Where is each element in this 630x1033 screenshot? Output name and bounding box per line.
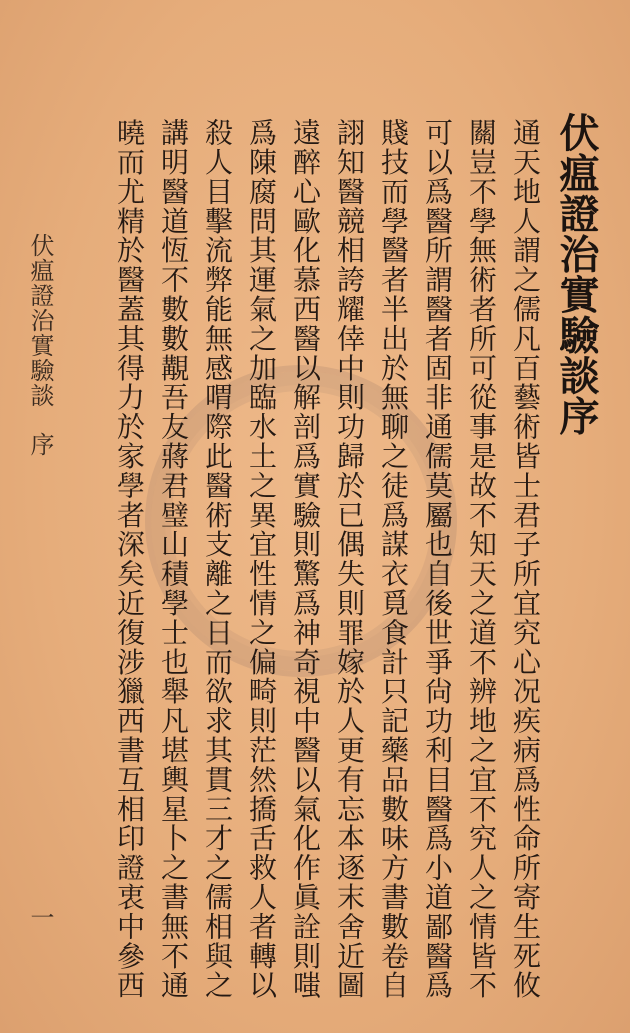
preface-title: 伏瘟證治實驗談序 [553,112,600,436]
text-column-4: 賤技而學醫者半出於無聊之徒爲謀衣覓食計只記藥品數味方書數卷自 [377,118,410,1000]
text-column-2: 關豈不學無術者所可從事是故不知天之道不辨地之宜不究人之情皆不 [465,118,498,1000]
text-column-5: 詡知醫競相誇耀倖中則功歸於已偶失則罪嫁於人更有忘本逐末舍近圖 [333,118,366,1000]
section-label: 序 [26,432,54,457]
text-column-9: 講明醫道恆不數數覯吾友蔣君璧山積學士也舉凡堪輿星卜之書無不通 [157,118,190,1000]
page-number: 一 [26,905,54,929]
text-column-10: 曉而尤精於醫蓋其得力於家學者深矣近復涉獵西書互相印證衷中參西 [113,118,146,1000]
text-column-7: 爲陳腐問其運氣之加臨水土之異宜性情之偏畸則茫然撟舌救人者轉以 [245,118,278,1000]
text-column-3: 可以爲醫所謂醫者固非通儒莫屬也自後世爭尙功利目醫爲小道鄙醫爲 [421,118,454,1000]
running-title: 伏瘟證治實驗談 [26,233,54,408]
running-header [28,233,52,457]
text-column-1: 通天地人謂之儒凡百藝術皆士君子所宜究心况疾病爲性命所寄生死攸 [509,118,542,1000]
text-column-6: 遠醉心歐化慕西醫以解剖爲實驗則驚爲神奇視中醫以氣化作眞詮則嗤 [289,118,322,1000]
text-column-8: 殺人目擊流弊能無感喟際此醫術支離之日而欲求其貫三才之儒相與之 [201,118,234,1000]
